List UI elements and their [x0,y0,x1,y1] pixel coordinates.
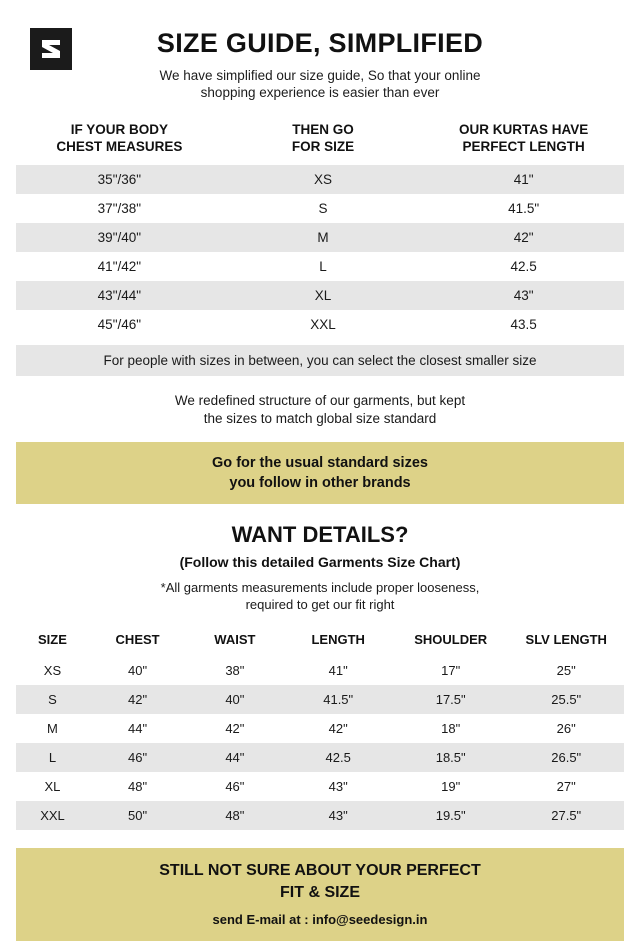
cell-shoulder: 19.5" [393,801,509,830]
cell-shoulder: 19" [441,779,461,794]
cell-slv-length: 26.5" [508,743,624,772]
cell-length: 43" [328,779,348,794]
cell-shoulder: 17.5" [393,685,509,714]
cell-slv-length: 27.5" [508,801,624,830]
cell-size: XL [223,281,424,310]
contact-title-line-1: STILL NOT SURE ABOUT YOUR PERFECT [159,862,481,879]
cell-size: XXL [310,317,336,332]
cell-size: XXL [16,801,89,830]
cell-slv-length: 26" [556,721,576,736]
chest-size-table [16,117,624,339]
column-header-size: THEN GO FOR SIZE [291,122,355,154]
cell-size: XS [223,165,424,194]
table-row [16,801,624,830]
cell-length: 41" [423,165,624,194]
standard-sizes-band [16,442,624,504]
page-header [16,18,624,101]
column-header-size: SIZE [38,632,67,647]
measurements-note-line-2: required to get our fit right [245,597,395,612]
contact-title [20,860,620,904]
cell-slv-length: 25" [556,663,576,678]
table-row [16,223,624,252]
redefined-note-line-2: the sizes to match global size standard [203,411,437,426]
measurements-note [16,579,624,613]
cell-size: M [47,721,58,736]
table-row [16,194,624,223]
cell-length: 42" [328,721,348,736]
cell-length: 41.5" [508,201,540,216]
table-row [16,714,624,743]
want-details-title: WANT DETAILS? [231,522,409,547]
cell-chest: 43"/44" [16,281,223,310]
page-title: SIZE GUIDE, SIMPLIFIED [156,28,484,58]
cell-chest: 44" [128,721,148,736]
column-header-chest: IF YOUR BODY CHEST MEASURES [56,122,183,154]
cell-waist: 40" [186,685,283,714]
cell-shoulder: 18.5" [393,743,509,772]
table-row [16,685,624,714]
table-row [16,252,624,281]
table-row [16,656,624,685]
cell-slv-length: 27" [556,779,576,794]
table-row [16,281,624,310]
cell-chest: 48" [128,779,148,794]
subtitle-line-1: We have simplified our size guide, So that your online [159,68,481,83]
cell-chest: 39"/40" [16,223,223,252]
cell-size: XL [44,779,61,794]
column-header-shoulder: SHOULDER [414,632,488,647]
cell-length: 43.5 [510,317,537,332]
subtitle-line-2: shopping experience is easier than ever [200,85,440,100]
table-row [16,165,624,194]
column-header-length: OUR KURTAS HAVE PERFECT LENGTH [459,122,589,154]
want-details-subtitle: (Follow this detailed Garments Size Chart) [179,554,461,570]
see-design-logo-icon [30,28,72,70]
cell-waist: 38" [225,663,245,678]
column-header-waist: WAIST [214,632,256,647]
cell-length: 42.5 [283,743,392,772]
cell-chest: 35"/36" [16,165,223,194]
cell-shoulder: 17" [441,663,461,678]
cell-size: S [16,685,89,714]
garment-measurements-table [16,626,624,830]
column-header-length: LENGTH [311,632,365,647]
redefined-note [105,392,535,428]
cell-waist: 44" [186,743,283,772]
in-between-sizes-note: For people with sizes in between, you can select the closest smaller size [16,345,624,376]
cell-size: L [319,259,327,274]
cell-chest: 45"/46" [97,317,142,332]
cell-length: 43" [423,281,624,310]
cell-length: 41.5" [283,685,392,714]
cell-waist: 46" [225,779,245,794]
redefined-note-line-1: We redefined structure of our garments, but kept [174,393,466,408]
cell-length: 41" [328,663,348,678]
cell-chest: 40" [128,663,148,678]
standard-sizes-line-1: Go for the usual standard sizes [212,455,428,471]
cell-size: L [16,743,89,772]
column-header-chest: CHEST [115,632,160,647]
cell-length: 42" [423,223,624,252]
cell-chest: 41"/42" [97,259,142,274]
table-row [16,772,624,801]
measurements-note-line-1: *All garments measurements include proper looseness, [160,580,480,595]
table-header-row [16,117,624,165]
contact-band [16,848,624,941]
cell-length: 42.5 [510,259,537,274]
cell-chest: 46" [89,743,186,772]
cell-waist: 48" [186,801,283,830]
cell-size: XS [43,663,62,678]
contact-email[interactable]: send E-mail at : info@seedesign.in [212,912,428,927]
table-row [16,310,624,339]
cell-slv-length: 25.5" [508,685,624,714]
table-header-row [16,626,624,656]
cell-chest: 50" [89,801,186,830]
cell-size: S [318,201,328,216]
cell-waist: 42" [225,721,245,736]
cell-size: M [223,223,424,252]
column-header-slv-length: SLV LENGTH [525,632,607,647]
cell-length: 43" [283,801,392,830]
page-subtitle [110,67,530,101]
cell-chest: 37"/38" [97,201,142,216]
contact-title-line-2: FIT & SIZE [280,884,360,901]
table-row [16,743,624,772]
cell-chest: 42" [89,685,186,714]
cell-shoulder: 18" [441,721,461,736]
standard-sizes-line-2: you follow in other brands [229,475,411,491]
